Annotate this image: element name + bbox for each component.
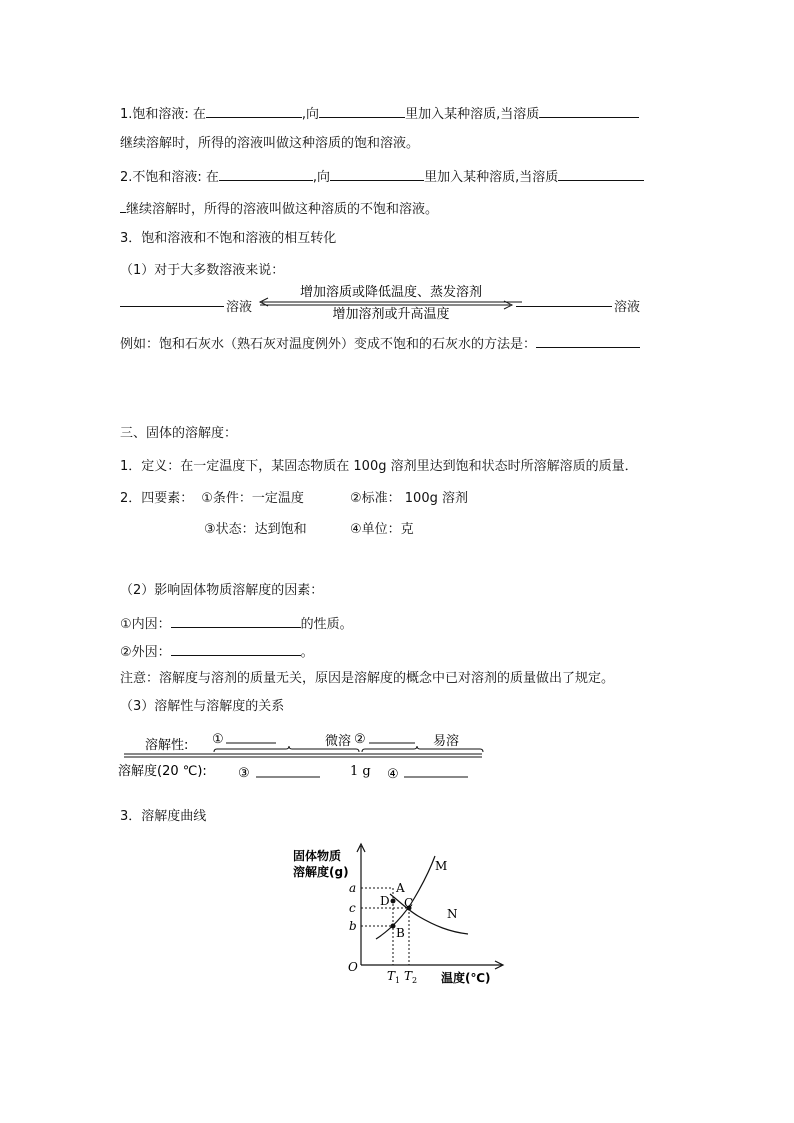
saturated-solution-def: 1.饱和溶液: 在 ,向 里加入某种溶质,当溶质 bbox=[120, 103, 639, 124]
point-D bbox=[391, 899, 396, 904]
blank-3[interactable] bbox=[539, 103, 639, 118]
label-A: A bbox=[396, 881, 405, 895]
inner-factor: ①内因： 的性质。 bbox=[120, 613, 353, 634]
conversion-arrows bbox=[256, 282, 526, 322]
solubility-label: 溶解性: bbox=[145, 738, 189, 753]
blank-6[interactable] bbox=[558, 166, 644, 181]
one-gram-label: 1 g bbox=[350, 764, 371, 779]
tick-t1: T bbox=[387, 969, 396, 983]
mark-3: ③ bbox=[238, 766, 250, 781]
arrow-bottom-text: 增加溶剂或升高温度 bbox=[332, 307, 450, 322]
label-C: C bbox=[404, 896, 414, 910]
solubility-curve-figure bbox=[290, 840, 510, 990]
y-axis-label-line2: 溶解度(g) bbox=[293, 865, 349, 879]
label-D: D bbox=[380, 894, 390, 908]
saturated-solution-def-cont: 继续溶解时，所得的溶液叫做这种溶质的饱和溶液。 bbox=[120, 136, 420, 151]
conversion-diagram bbox=[120, 282, 680, 322]
solubility-definition: 1．定义：在一定温度下，某固态物质在 100g 溶剂里达到饱和状态时所溶解溶质的质量． bbox=[120, 459, 638, 474]
tick-b: b bbox=[349, 919, 357, 933]
blank-9[interactable] bbox=[536, 333, 640, 348]
section-title-solubility: 三、固体的溶解度： bbox=[120, 426, 238, 441]
unsaturated-solution-def: 2.不饱和溶液: 在 ,向 里加入某种溶质,当溶质 bbox=[120, 166, 644, 187]
unsaturated-solution-def-cont: 继续溶解时，所得的溶液叫做这种溶质的不饱和溶液。 bbox=[120, 198, 438, 219]
conversion-example: 例如：饱和石灰水（熟石灰对温度例外）变成不饱和的石灰水的方法是： bbox=[120, 333, 640, 354]
blank-4[interactable] bbox=[219, 166, 313, 181]
mark-2: ② bbox=[354, 732, 366, 747]
origin-label: O bbox=[348, 960, 358, 974]
arrow-top-text: 增加溶质或降低温度、蒸发溶剂 bbox=[299, 285, 483, 300]
conversion-title: 3．饱和溶液和不饱和溶液的相互转化 bbox=[120, 231, 337, 246]
conversion-sub1: （1）对于大多数溶液来说： bbox=[120, 263, 285, 278]
factors-title: （2）影响固体物质溶解度的因素： bbox=[120, 583, 324, 598]
four-elements-row1: 2．四要素： ①条件：一定温度 bbox=[120, 491, 304, 506]
blank-1[interactable] bbox=[206, 103, 302, 118]
mark-4: ④ bbox=[387, 767, 399, 782]
tick-t2: T bbox=[404, 969, 413, 983]
mark-1: ① bbox=[212, 732, 224, 747]
four-elements-e3: ③状态：达到饱和 bbox=[204, 522, 307, 537]
four-elements-e4: ④单位：克 bbox=[350, 522, 414, 537]
degree-label: 溶解度(20 ℃): bbox=[118, 764, 207, 779]
blank-8[interactable] bbox=[516, 292, 612, 307]
blank-2[interactable] bbox=[319, 103, 405, 118]
blank-10[interactable] bbox=[171, 613, 301, 628]
curve-title: 3．溶解度曲线 bbox=[120, 809, 207, 824]
label-N: N bbox=[447, 907, 458, 921]
relation-title: （3）溶解性与溶解度的关系 bbox=[120, 699, 285, 714]
solubility-relation-diagram bbox=[118, 725, 488, 785]
easy-label: 易溶 bbox=[433, 734, 460, 749]
blank-11[interactable] bbox=[171, 641, 301, 656]
note: 注意：溶解度与溶剂的质量无关，原因是溶解度的概念中已对溶剂的质量做出了规定。 bbox=[120, 671, 615, 686]
tick-t1-sub: 1 bbox=[395, 976, 401, 985]
x-axis-label: 温度(℃) bbox=[441, 971, 491, 985]
left-solution-label: 溶液 bbox=[226, 300, 253, 315]
outer-factor: ②外因： 。 bbox=[120, 641, 314, 662]
point-B bbox=[391, 924, 396, 929]
label-M: M bbox=[435, 859, 448, 873]
four-elements-e2: ②标准： 100g 溶剂 bbox=[350, 491, 468, 506]
label-B: B bbox=[396, 926, 405, 940]
right-solution-label: 溶液 bbox=[614, 300, 641, 315]
tick-c: c bbox=[349, 901, 356, 915]
slight-label: 微溶 bbox=[325, 734, 352, 749]
tick-a: a bbox=[349, 881, 357, 895]
blank-7[interactable] bbox=[120, 292, 224, 307]
blank-5[interactable] bbox=[330, 166, 424, 181]
tick-t2-sub: 2 bbox=[412, 976, 418, 985]
y-axis-label-line1: 固体物质 bbox=[293, 849, 342, 863]
